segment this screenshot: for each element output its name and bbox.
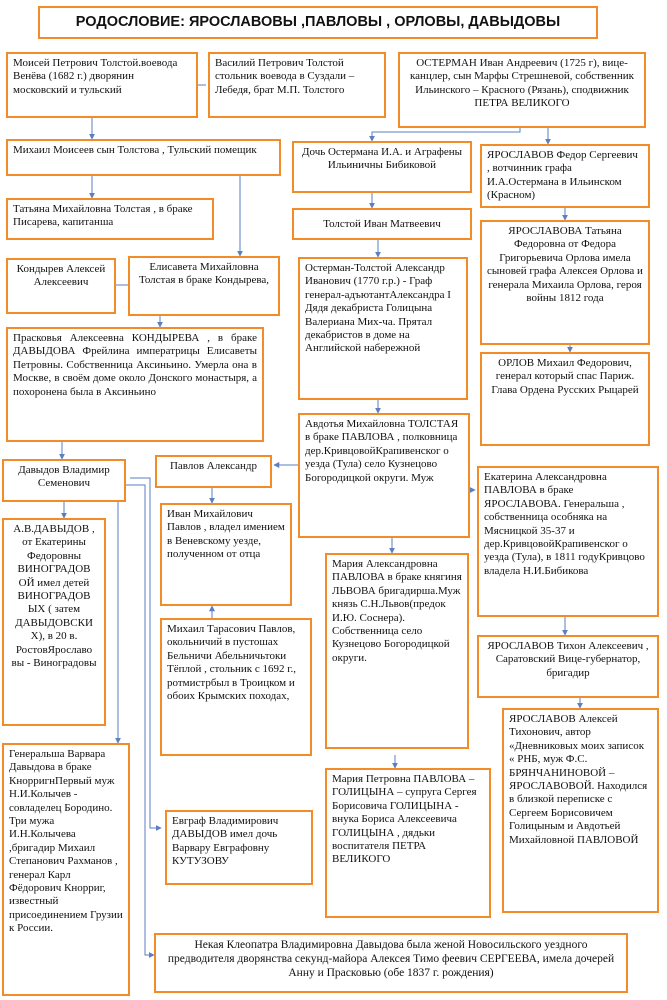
node-doch-ostermana: Дочь Остермана И.А. и Аграфены Ильиничны Бибиковой bbox=[292, 141, 472, 193]
node-kondyrev: Кондырев Алексей Алексеевич bbox=[6, 258, 116, 314]
node-evgraf-davydov: Евграф Владимирович ДАВЫДОВ имел дочь Варвару Евграфовну КУТУЗОВУ bbox=[165, 810, 313, 885]
node-vasiliy-tolstoy: Василий Петрович Толстой стольник воевода в Суздали – Лебедя, брат М.П. Толстого bbox=[208, 52, 386, 118]
node-praskovya-kondyreva: Прасковья Алексеевна КОНДЫРЕВА , в браке ДАВЫДОВА Фрейлина императрицы Елисаветы Петровны. Собственница Аксиньино. Умерла она в Москве, в своём доме около Донского монастыря, а похоронена была в Аксиньино bbox=[6, 327, 264, 442]
node-kleopatra-davydova: Некая Клеопатра Владимировна Давыдова была женой Новосильского уездного предводителя дворянства секунд-майора Алексея Тимо феевич СЕРГЕЕВА, имела дочерей Анну и Прасковью (обе 1837 г. рождения) bbox=[154, 933, 628, 993]
node-osterman: ОСТЕРМАН Иван Андреевич (1725 г), вице-канцлер, сын Марфы Стрешневой, собственник Ильинского – Красного (Рязань), сподвижник ПЕТРА ВЕЛИКОГО bbox=[398, 52, 646, 128]
node-yaroslavova-tatyana: ЯРОСЛАВОВА Татьяна Федоровна от Федора Григорьевича Орлова имела сыновей графа Алексея Орлова и генерала Михаила Орлова, героя войны 1812 года bbox=[480, 220, 650, 345]
node-davydov-vladimir: Давыдов Владимир Семенович bbox=[2, 459, 126, 502]
node-avdotya-tolstaya: Авдотья Михайловна ТОЛСТАЯ в браке ПАВЛОВА , полковница дер.КривцовойКрапивенског о уезда (Тула) село Кузнецово Богородицкой округи. Муж bbox=[298, 413, 470, 538]
node-ekaterina-pavlova: Екатерина Александровна ПАВЛОВА в браке ЯРОСЛАВОВА. Генеральша , собственница особняка на Мясницкой 35-37 и дер.КривцовойКрапивенског о уезда (Тула), в 1811 годуКривцово владела Н.И.Бибикова bbox=[477, 466, 659, 617]
node-moisey-tolstoy: Моисей Петрович Толстой.воевода Венёва (1682 г.) дворянин московский и тульский bbox=[6, 52, 198, 118]
node-yaroslavov-tikhon: ЯРОСЛАВОВ Тихон Алексеевич , Саратовский Вице-губернатор, бригадир bbox=[477, 635, 659, 698]
node-mikhail-pavlov: Михаил Тарасович Павлов, окольничий в пустошах Бельничи Абельничьтоки Тёплой , стольник с 1692 г., ротмистрбыл в Троицком и обоих Крымских походах, bbox=[160, 618, 312, 756]
node-pavlov-aleksandr: Павлов Александр bbox=[155, 455, 272, 488]
node-osterman-tolstoy: Остерман-Толстой Александр Иванович (1770 г.р.) - Граф генерал-адъютантАлександра I Дядя декабриста Голицына Валериана Мих-ча. Прятал декабристов в доме на Английской набережной bbox=[298, 257, 468, 400]
node-maria-lvova: Мария Александровна ПАВЛОВА в браке княгиня ЛЬВОВА бригадирша.Муж князь С.Н.Львов(предок И.Ю. Соснера). Собственница село Кузнецово Богородицкой округи. bbox=[325, 553, 469, 749]
page-title: РОДОСЛОВИЕ: ЯРОСЛАВОВЫ ,ПАВЛОВЫ , ОРЛОВЫ, ДАВЫДОВЫ bbox=[38, 6, 598, 39]
node-maria-golitsyna: Мария Петровна ПАВЛОВА –ГОЛИЦЫНА – супруга Сергея Борисовича ГОЛИЦЫНА - внука Бориса Алексеевича ГОЛИЦЫНА , дядьки воспитателя ПЕТРА ВЕЛИКОГО bbox=[325, 768, 491, 918]
node-varvara-davydova: Генеральша Варвара Давыдова в браке КнорригнПервый муж Н.И.Колычев - совладелец Бородино. Три мужа И.Н.Колычева ,бригадир Михаил Степанович Рахманов , генерал Карл Фёдорович Кнорриг, известный присоединением Грузии к России. bbox=[2, 743, 130, 996]
node-tatyana-tolstaya: Татьяна Михайловна Толстая , в браке Писарева, капитанша bbox=[6, 198, 214, 240]
node-orlov-mikhail: ОРЛОВ Михаил Федорович, генерал который спас Париж. Глава Ордена Русских Рыцарей bbox=[480, 352, 650, 446]
node-yaroslavov-aleksey: ЯРОСЛАВОВ Алексей Тихонович, автор «Дневниковых моих записок « РНБ, муж Ф.С. БРЯНЧАНИНОВОЙ – ЯРОСЛАВОВОЙ. Находился в близкой переписке с Сергеем Борисовичем Голицыным и Авдотьей Михайловной ПАВЛОВОЙ bbox=[502, 708, 659, 913]
node-ivan-pavlov: Иван Михайлович Павлов , владел имением в Веневскому уезде, полученном от отца bbox=[160, 503, 292, 606]
node-tolstoy-ivan: Толстой Иван Матвеевич bbox=[292, 208, 472, 240]
node-yaroslavov-fedor: ЯРОСЛАВОВ Федор Сергеевич , вотчинник графа И.А.Остермана в Ильинском (Красном) bbox=[480, 144, 650, 208]
link-osterman-doch bbox=[372, 128, 520, 141]
node-mikhail-tolstov: Михаил Моисеев сын Толстова , Тульский помещик bbox=[6, 139, 281, 176]
node-av-davydov: А.В.ДАВЫДОВ , от Екатерины Федоровны ВИНОГРАДОВ ОЙ имел детей ВИНОГРАДОВ ЫХ ( затем ДАВЫДОВСКИ Х), в 20 в. РостовЯрославо вы - Виноградовы bbox=[2, 518, 106, 726]
node-elisaveta: Елисавета Михайловна Толстая в браке Кондырева, bbox=[128, 256, 280, 316]
